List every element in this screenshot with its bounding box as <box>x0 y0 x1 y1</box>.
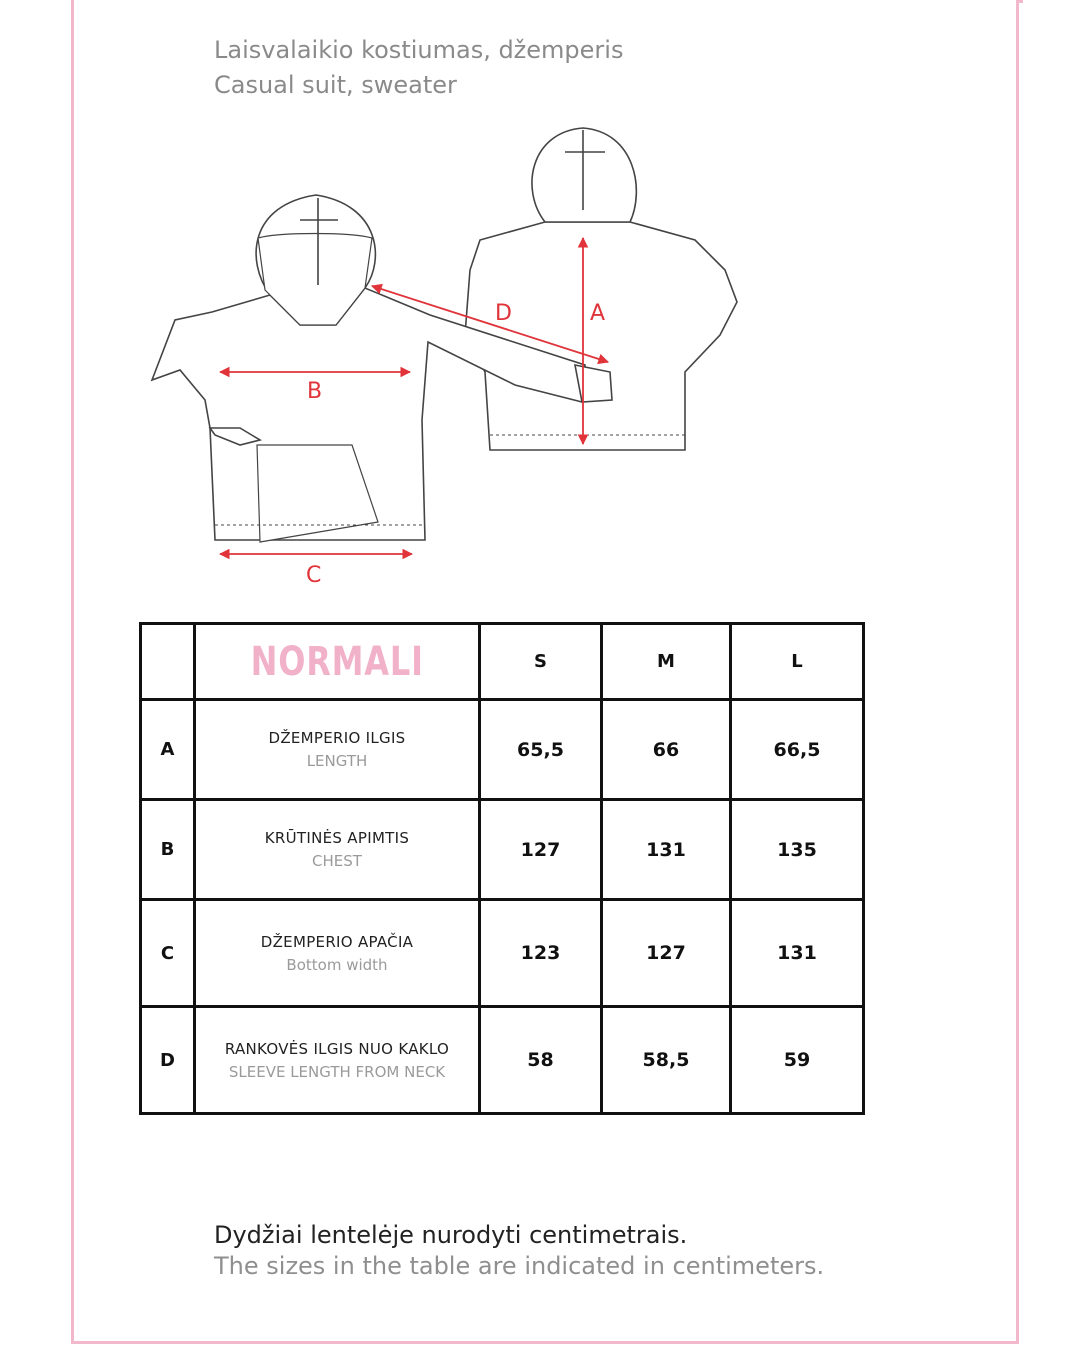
row-letter: B <box>141 800 195 900</box>
value-m: 66 <box>602 700 731 800</box>
label-c: C <box>306 563 322 588</box>
value-s: 58 <box>480 1007 602 1114</box>
row-label-lt: RANKOVĖS ILGIS NUO KAKLO <box>224 1039 450 1058</box>
row-label-en: CHEST <box>312 852 362 870</box>
row-label-lt: KRŪTINĖS APIMTIS <box>264 829 410 847</box>
row-letter: C <box>141 900 195 1007</box>
value-l: 59 <box>731 1007 864 1114</box>
back-view-hoodie <box>465 128 737 450</box>
label-b: B <box>307 379 323 404</box>
table-row <box>141 700 864 800</box>
footer-note-lithuanian: Dydžiai lentelėje nurodyti centimetrais. <box>214 1221 688 1249</box>
value-m: 131 <box>602 800 731 900</box>
value-s: 65,5 <box>480 700 602 800</box>
hoodie-measurement-diagram <box>140 110 750 600</box>
table-row <box>141 1007 864 1114</box>
header-empty-cell <box>141 624 195 700</box>
row-label <box>195 700 480 800</box>
row-label <box>195 900 480 1007</box>
value-l: 135 <box>731 800 864 900</box>
value-l: 131 <box>731 900 864 1007</box>
table-row <box>141 900 864 1007</box>
value-s: 123 <box>480 900 602 1007</box>
value-m: 58,5 <box>602 1007 731 1114</box>
title-lithuanian: Laisvalaikio kostiumas, džemperis <box>214 36 624 64</box>
size-header-m: M <box>602 624 731 700</box>
row-label-en: Bottom width <box>286 955 388 974</box>
footer-note-english: The sizes in the table are indicated in centimeters. <box>214 1252 825 1280</box>
label-a: A <box>590 301 606 326</box>
row-letter: A <box>141 700 195 800</box>
row-label <box>195 1007 480 1114</box>
size-header-s: S <box>480 624 602 700</box>
row-label-en: LENGTH <box>306 752 368 770</box>
size-table <box>139 622 865 1115</box>
table-row <box>141 800 864 900</box>
row-label-lt: DŽEMPERIO ILGIS <box>268 729 406 747</box>
row-label-lt: DŽEMPERIO APAČIA <box>260 932 414 951</box>
row-label <box>195 800 480 900</box>
logo-cell <box>195 624 480 700</box>
value-l: 66,5 <box>731 700 864 800</box>
label-d: D <box>495 301 512 326</box>
value-m: 127 <box>602 900 731 1007</box>
row-letter: D <box>141 1007 195 1114</box>
value-s: 127 <box>480 800 602 900</box>
normali-logo: NORMALI <box>250 638 424 685</box>
size-header-l: L <box>731 624 864 700</box>
title-english: Casual suit, sweater <box>214 71 457 99</box>
table-header-row <box>141 624 864 700</box>
row-label-en: SLEEVE LENGTH FROM NECK <box>228 1062 446 1081</box>
